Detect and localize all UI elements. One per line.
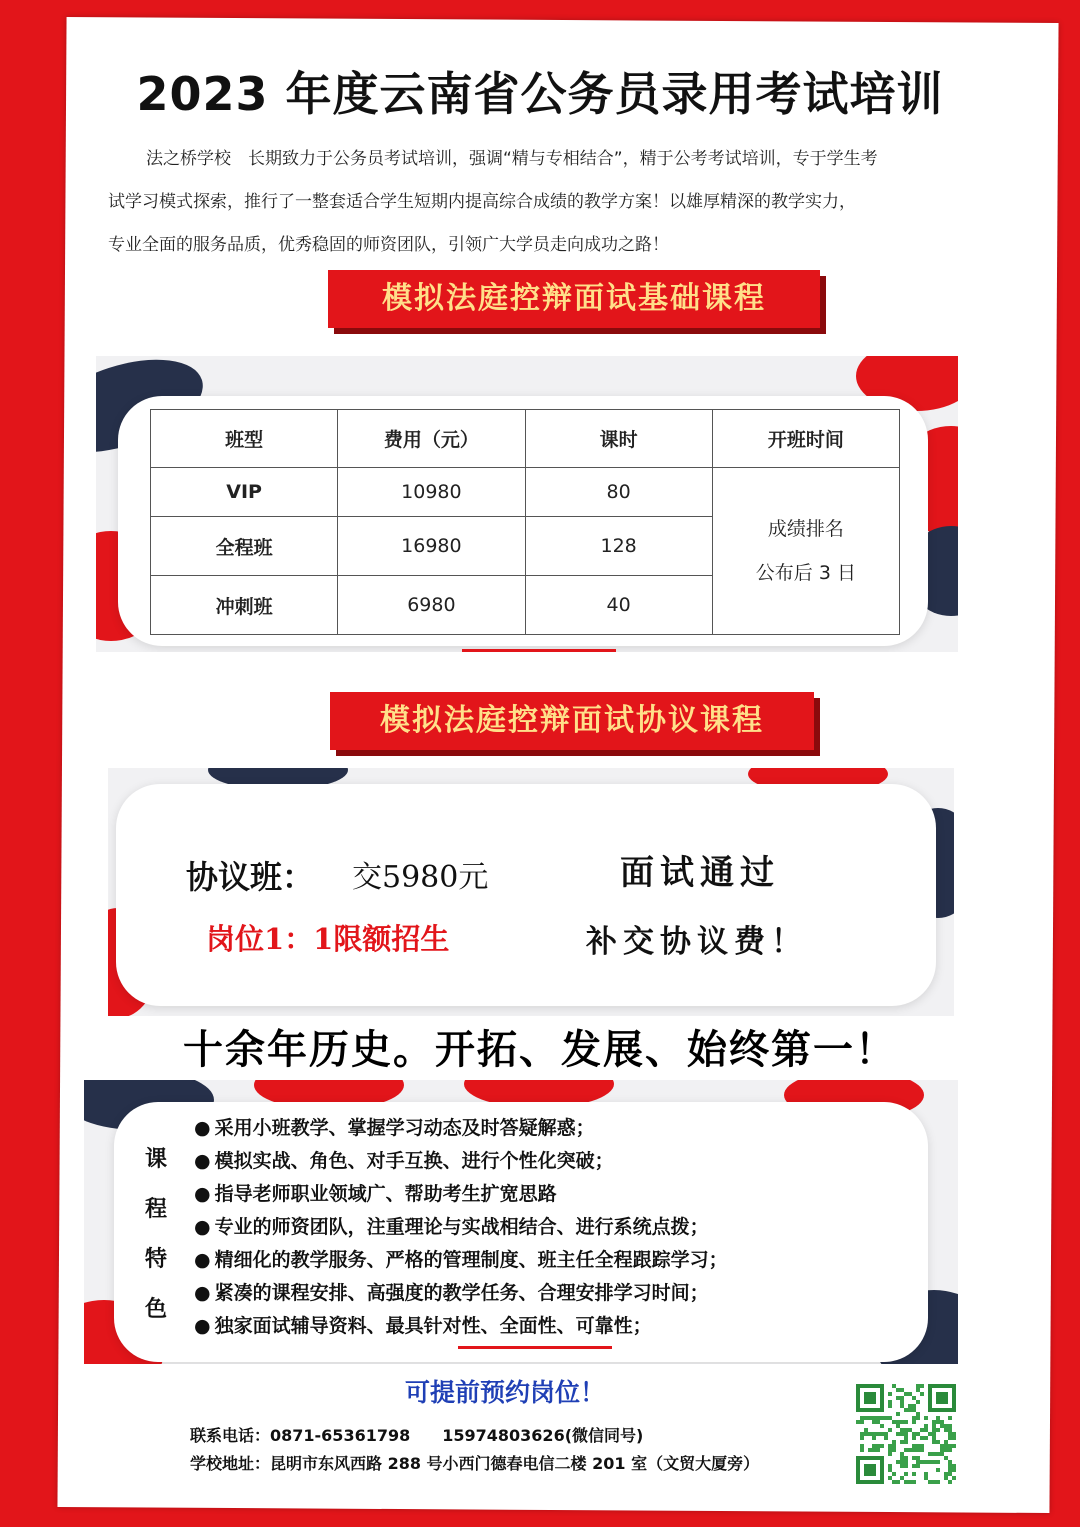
list-item: ● 精细化的教学服务、严格的管理制度、班主任全程跟踪学习；	[194, 1244, 924, 1277]
course-fee-table	[150, 409, 900, 635]
open-time-line: 公布后 3 日	[755, 562, 856, 584]
class-hours: 80	[525, 468, 712, 517]
agreement-pass-text: 面试通过	[620, 853, 780, 893]
table-row	[151, 468, 900, 517]
agreement-quota-text: 岗位1：1限额招生	[206, 922, 450, 956]
open-time-line: 成绩排名	[767, 518, 844, 540]
side-label-char: 程	[144, 1197, 167, 1222]
header-open-time: 开班时间	[712, 410, 899, 468]
class-name: 全程班	[151, 517, 338, 576]
class-name: 冲刺班	[151, 576, 338, 635]
header-hours: 课时	[525, 410, 712, 468]
reservation-callout: 可提前预约岗位！	[404, 1378, 605, 1407]
header-fee: 费用（元）	[338, 410, 525, 468]
list-item: ● 采用小班教学、掌握学习动态及时答疑解惑；	[194, 1112, 924, 1145]
intro-line: 法之桥学校 长期致力于公务员考试培训，强调“精与专相结合”，精于公考考试培训，专于学生考	[146, 149, 878, 169]
contact-phone: 联系电话：0871-65361798 15974803626(微信同号)	[190, 1426, 644, 1445]
open-time-cell	[712, 468, 899, 635]
section-basic-title: 模拟法庭控辩面试基础课程	[328, 270, 820, 328]
decor-underline	[462, 649, 616, 652]
class-name: VIP	[151, 468, 338, 517]
page-title: 2023 年度云南省公务员录用考试培训	[136, 67, 944, 121]
class-fee: 16980	[338, 517, 525, 576]
contact-address: 学校地址：昆明市东风西路 288 号小西门德春电信二楼 201 室（文贸大厦旁）	[190, 1454, 760, 1473]
qr-code-icon	[856, 1384, 956, 1484]
header-class-type: 班型	[151, 410, 338, 468]
class-hours: 40	[525, 576, 712, 635]
contact-info	[190, 1422, 759, 1478]
list-item: ● 模拟实战、角色、对手互换、进行个性化突破；	[194, 1145, 924, 1178]
class-fee: 6980	[338, 576, 525, 635]
side-label-char: 特	[144, 1247, 167, 1272]
agreement-fee-text: 交5980元	[352, 860, 489, 895]
agreement-supplement-text: 补交协议费！	[586, 924, 808, 960]
section-agreement-title: 模拟法庭控辩面试协议课程	[330, 692, 814, 750]
intro-line: 专业全面的服务品质，优秀稳固的师资团队，引领广大学员走向成功之路！	[108, 235, 669, 255]
list-item: ● 紧凑的课程安排、高强度的教学任务、合理安排学习时间；	[194, 1277, 924, 1310]
list-item: ● 指导老师职业领域广、帮助考生扩宽思路	[194, 1178, 924, 1211]
qr-code-graphic	[856, 1384, 956, 1484]
intro-text	[108, 138, 988, 267]
decor-underline	[458, 1346, 612, 1349]
class-fee: 10980	[338, 468, 525, 517]
list-item: ● 独家面试辅导资料、最具针对性、全面性、可靠性；	[194, 1310, 924, 1343]
slogan: 十余年历史。开拓、发展、始终第一！	[183, 1027, 897, 1073]
class-hours: 128	[525, 517, 712, 576]
features-list	[194, 1112, 924, 1343]
side-label-char: 课	[144, 1147, 167, 1172]
features-side-label	[138, 1135, 174, 1335]
intro-line: 试学习模式探索，推行了一整套适合学生短期内提高综合成绩的教学方案！以雄厚精深的教学实力，	[108, 192, 856, 212]
agreement-class-label: 协议班：	[186, 858, 315, 896]
side-label-char: 色	[144, 1297, 167, 1322]
list-item: ● 专业的师资团队，注重理论与实战相结合、进行系统点拨；	[194, 1211, 924, 1244]
